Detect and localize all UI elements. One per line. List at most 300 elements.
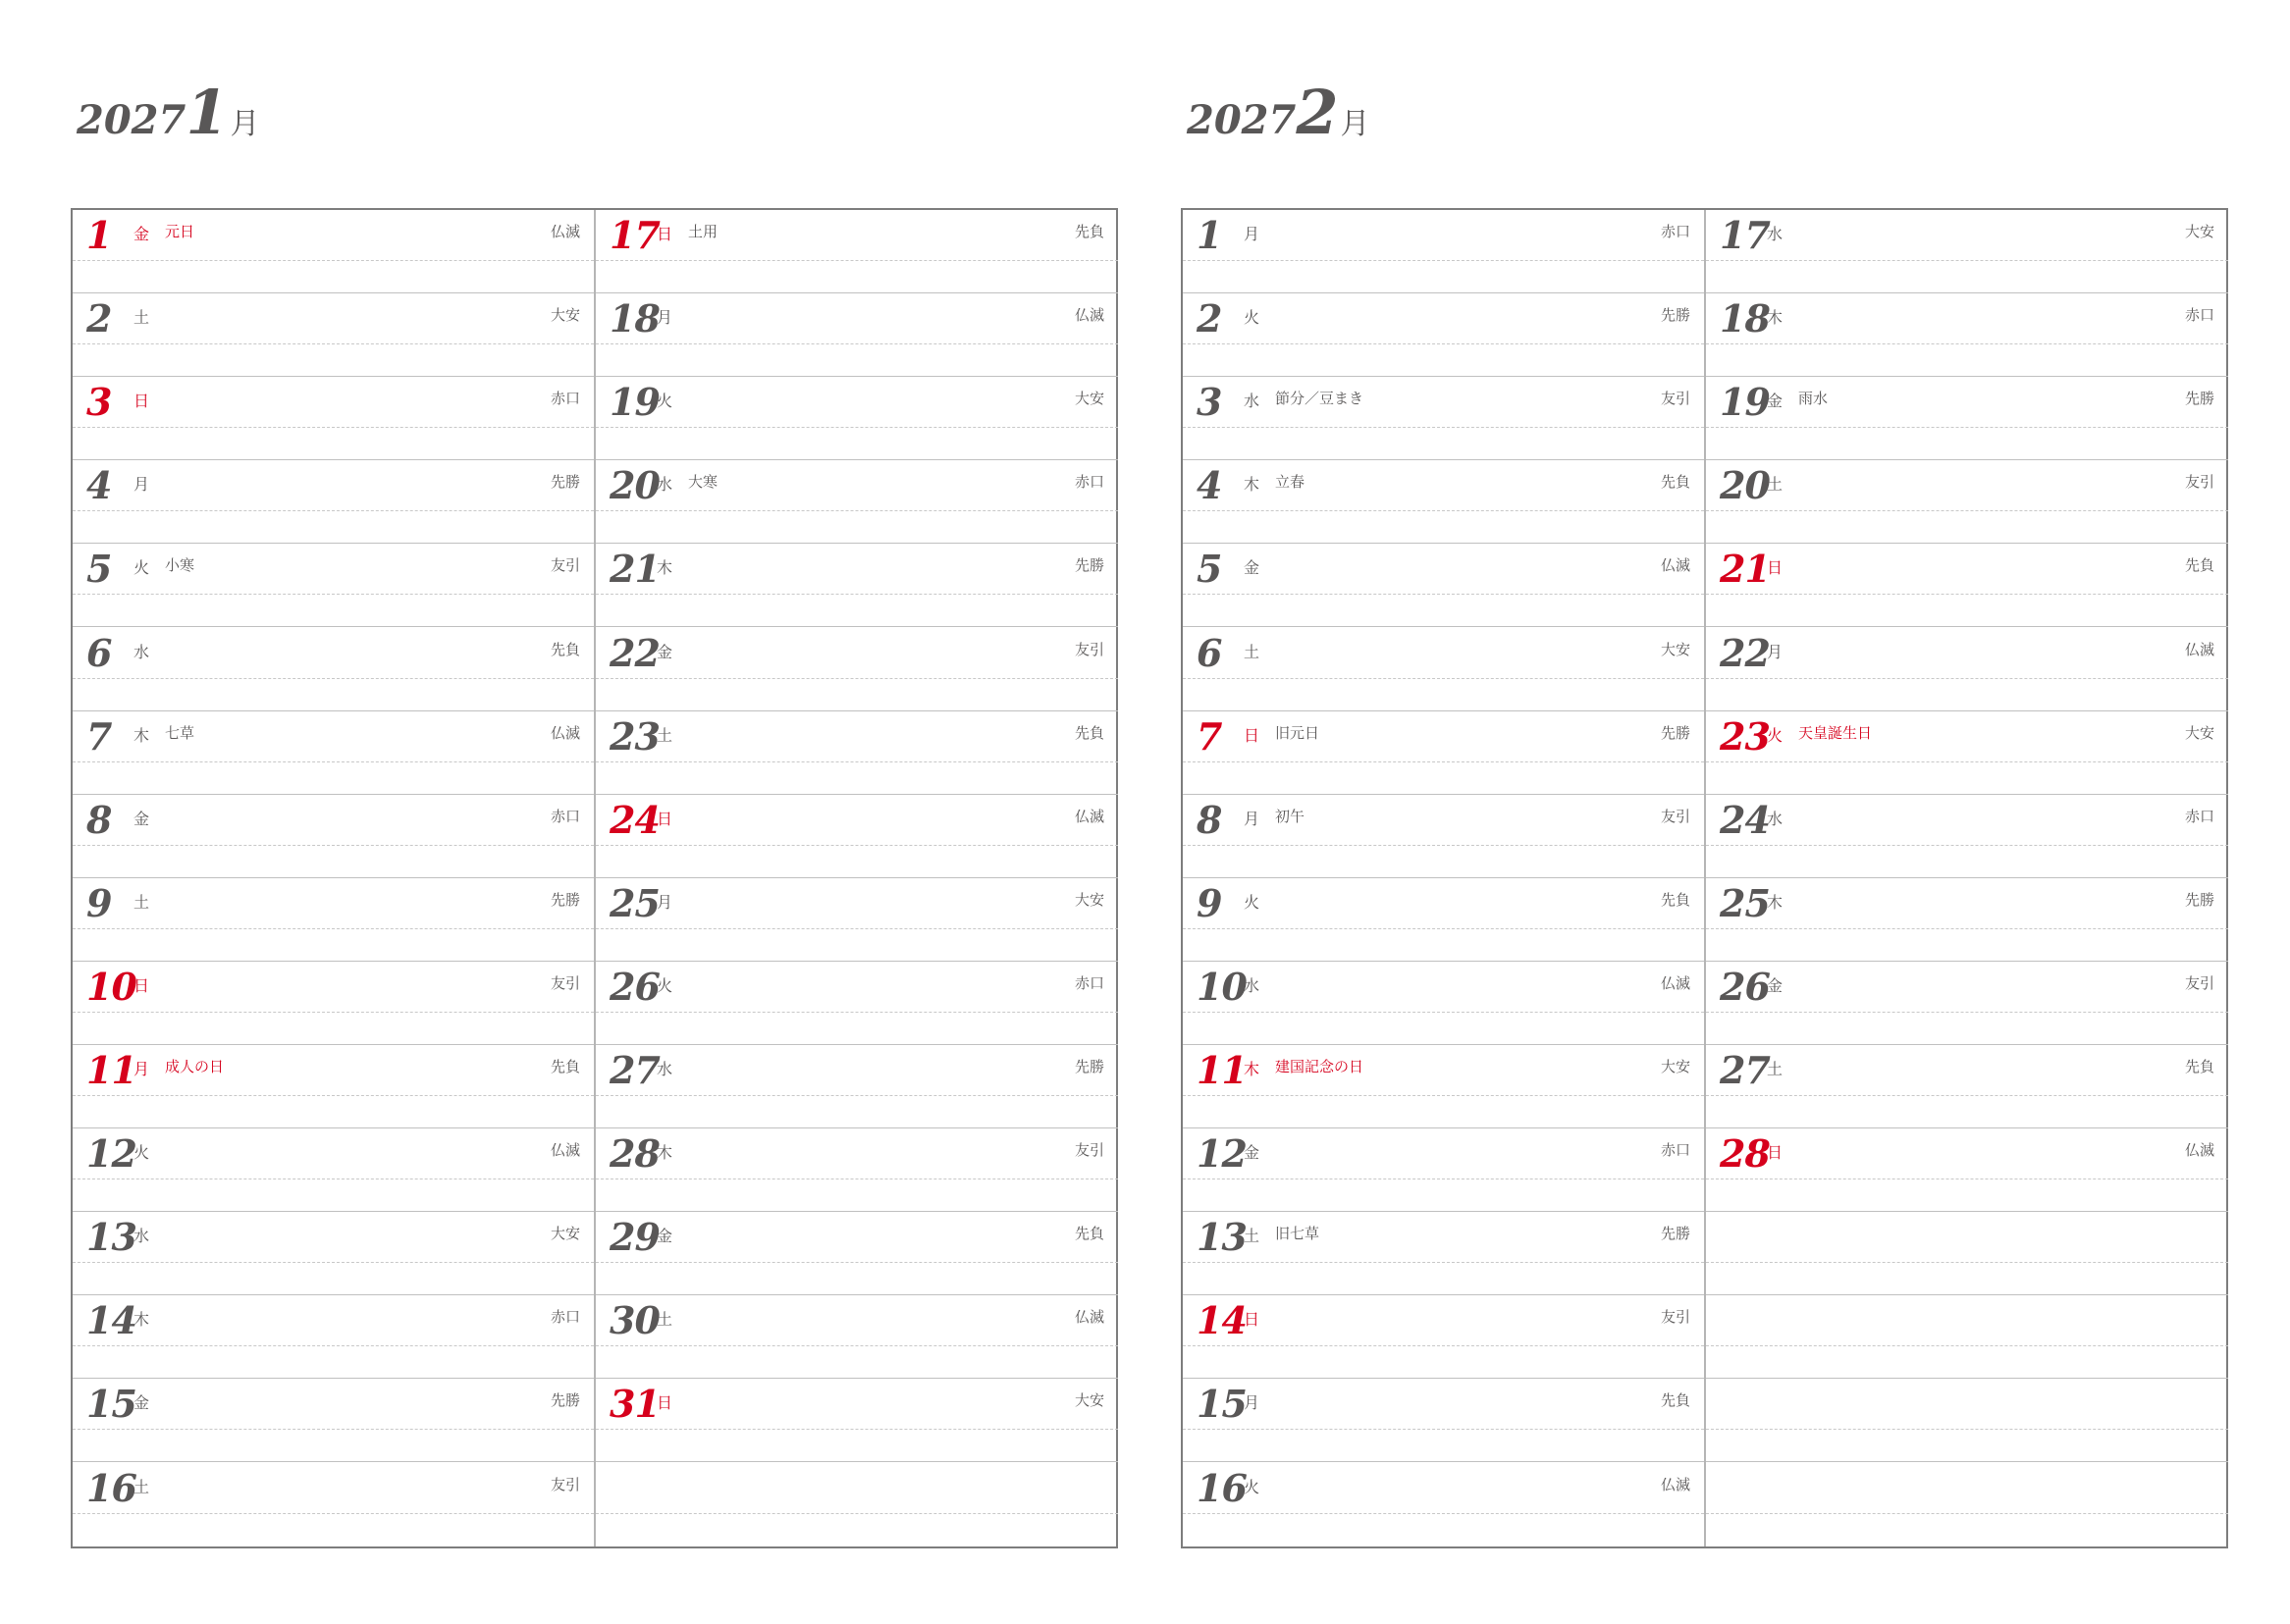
rokuyo-label: 赤口 (550, 807, 580, 825)
rokuyo-label: 大安 (550, 306, 580, 325)
rokuyo-label: 仏滅 (1660, 556, 1690, 575)
dashed-divider (1183, 260, 1704, 261)
day-number: 3 (1197, 380, 1222, 425)
rokuyo-label: 友引 (2184, 473, 2214, 492)
weekday: 月 (1767, 642, 1784, 661)
day-row (1706, 377, 2228, 460)
year-label: 2027 (1187, 97, 1297, 143)
day-row (1706, 962, 2228, 1045)
weekday: 日 (657, 225, 673, 243)
calendar-grid (1181, 208, 2228, 1548)
rokuyo-label: 仏滅 (2184, 1141, 2214, 1160)
day-number: 25 (1720, 880, 1770, 925)
day-number: 28 (610, 1131, 660, 1177)
day-row (596, 628, 1118, 711)
day-row (596, 795, 1118, 878)
rokuyo-label: 友引 (1660, 390, 1690, 408)
dashed-divider (73, 1429, 594, 1430)
day-row (1706, 1128, 2228, 1212)
weekday: 月 (657, 892, 673, 912)
day-row (596, 1463, 1118, 1546)
day-row (596, 377, 1118, 460)
month-suffix: 月 (230, 107, 260, 141)
weekday: 金 (1767, 975, 1784, 995)
rokuyo-label: 仏滅 (550, 1141, 580, 1160)
day-number: 20 (1720, 463, 1770, 508)
weekday: 木 (133, 1310, 150, 1330)
day-number: 5 (1197, 547, 1222, 592)
day-row (73, 1128, 594, 1212)
day-row (1183, 878, 1704, 962)
weekday: 金 (657, 642, 673, 661)
dashed-divider (596, 1429, 1118, 1430)
rokuyo-label: 友引 (1074, 1141, 1104, 1160)
day-row (596, 544, 1118, 627)
rokuyo-label: 友引 (1074, 640, 1104, 658)
rokuyo-label: 仏滅 (1074, 306, 1104, 325)
day-row (596, 962, 1118, 1045)
day-number: 10 (1197, 964, 1247, 1009)
day-number: 16 (1197, 1465, 1247, 1510)
dashed-divider (1706, 928, 2228, 929)
day-number: 2 (1197, 296, 1222, 341)
day-number: 26 (610, 964, 660, 1009)
rokuyo-label: 赤口 (550, 1308, 580, 1327)
dashed-divider (1706, 260, 2228, 261)
weekday: 水 (657, 475, 673, 495)
dashed-divider (73, 678, 594, 679)
day-row (73, 377, 594, 460)
day-number: 7 (86, 713, 112, 759)
month-january (71, 0, 1118, 1624)
day-row (1706, 460, 2228, 544)
dashed-divider (1706, 343, 2228, 344)
day-number: 11 (1197, 1048, 1247, 1092)
dashed-divider (596, 427, 1118, 428)
day-number: 13 (86, 1215, 136, 1260)
weekday: 水 (1244, 392, 1260, 411)
dashed-divider (596, 1095, 1118, 1096)
day-number: 21 (610, 547, 660, 592)
weekday: 木 (1767, 308, 1784, 328)
year-label: 2027 (77, 97, 186, 143)
column-1 (1183, 210, 1704, 1546)
dashed-divider (1183, 678, 1704, 679)
weekday: 水 (1767, 225, 1784, 243)
day-row (1183, 210, 1704, 293)
day-row (1706, 1045, 2228, 1128)
weekday: 火 (657, 392, 673, 411)
dashed-divider (596, 928, 1118, 929)
rokuyo-label: 先負 (1660, 1391, 1690, 1410)
day-row (596, 210, 1118, 293)
dashed-divider (1183, 1345, 1704, 1346)
rokuyo-label: 先勝 (550, 890, 580, 909)
rokuyo-label: 赤口 (1660, 223, 1690, 240)
weekday: 土 (1767, 475, 1784, 495)
dashed-divider (73, 594, 594, 595)
day-row (73, 878, 594, 962)
weekday: 金 (133, 1393, 150, 1413)
weekday: 月 (1244, 1393, 1260, 1413)
weekday: 日 (1244, 1310, 1260, 1330)
dashed-divider (73, 1095, 594, 1096)
dashed-divider (73, 1012, 594, 1013)
day-number: 26 (1720, 964, 1770, 1009)
day-row (596, 1045, 1118, 1128)
dashed-divider (1706, 761, 2228, 762)
dashed-divider (1706, 1262, 2228, 1263)
day-row (73, 1463, 594, 1546)
weekday: 土 (133, 308, 150, 328)
rokuyo-label: 大安 (1660, 1058, 1690, 1075)
rokuyo-label: 先負 (1074, 1225, 1104, 1243)
day-row (1183, 1128, 1704, 1212)
day-row (1183, 795, 1704, 878)
day-number: 28 (1720, 1131, 1770, 1177)
day-number: 27 (1720, 1048, 1770, 1092)
weekday: 木 (657, 1143, 673, 1163)
weekday: 火 (1244, 892, 1260, 912)
day-number: 8 (86, 797, 112, 842)
rokuyo-label: 先勝 (1660, 723, 1690, 742)
day-row (73, 210, 594, 293)
day-row (1706, 878, 2228, 962)
day-row (73, 962, 594, 1045)
day-number: 12 (86, 1131, 136, 1177)
day-number: 17 (610, 213, 660, 257)
event-label: 土用 (688, 223, 719, 240)
weekday: 土 (1767, 1060, 1784, 1078)
day-number: 15 (86, 1382, 136, 1427)
dashed-divider (1183, 594, 1704, 595)
weekday: 水 (133, 1227, 150, 1246)
rokuyo-label: 赤口 (1074, 473, 1104, 492)
dashed-divider (596, 761, 1118, 762)
day-row (1706, 544, 2228, 627)
rokuyo-label: 大安 (2184, 723, 2214, 742)
rokuyo-label: 友引 (2184, 973, 2214, 992)
rokuyo-label: 先勝 (1074, 1058, 1104, 1075)
rokuyo-label: 友引 (1660, 1308, 1690, 1327)
dashed-divider (596, 678, 1118, 679)
weekday: 日 (1767, 558, 1784, 578)
day-number: 6 (1197, 630, 1222, 675)
day-number: 4 (86, 463, 112, 508)
dashed-divider (1706, 1513, 2228, 1514)
weekday: 日 (133, 975, 150, 995)
weekday: 月 (133, 475, 150, 495)
day-row (1183, 293, 1704, 377)
weekday: 金 (1244, 558, 1260, 578)
rokuyo-label: 大安 (1074, 390, 1104, 408)
event-label: 天皇誕生日 (1798, 723, 1873, 742)
month-number: 2 (1296, 77, 1339, 148)
day-number: 6 (86, 630, 112, 675)
dashed-divider (1183, 845, 1704, 846)
day-row (1706, 711, 2228, 795)
day-row (596, 711, 1118, 795)
weekday: 木 (133, 725, 150, 745)
day-number: 7 (1197, 713, 1222, 759)
day-number: 8 (1197, 797, 1222, 842)
event-label: 初午 (1275, 807, 1305, 825)
weekday: 火 (1244, 1477, 1260, 1496)
day-number: 23 (610, 713, 660, 759)
weekday: 火 (1244, 308, 1260, 328)
day-row (1183, 1463, 1704, 1546)
dashed-divider (73, 761, 594, 762)
day-number: 21 (1720, 547, 1770, 592)
rokuyo-label: 先勝 (550, 1391, 580, 1410)
weekday: 土 (1244, 1227, 1260, 1246)
weekday: 火 (133, 558, 150, 578)
dashed-divider (596, 594, 1118, 595)
dashed-divider (596, 1345, 1118, 1346)
rokuyo-label: 赤口 (1074, 973, 1104, 992)
day-row (73, 795, 594, 878)
rokuyo-label: 友引 (1660, 807, 1690, 825)
month-suffix: 月 (1340, 107, 1370, 141)
day-number: 24 (1720, 797, 1770, 842)
weekday: 月 (133, 1060, 150, 1078)
column-1 (73, 210, 594, 1546)
rokuyo-label: 先負 (2184, 1058, 2214, 1075)
day-row (73, 544, 594, 627)
day-number: 27 (610, 1048, 660, 1092)
dashed-divider (1183, 1262, 1704, 1263)
day-row (73, 1295, 594, 1379)
dashed-divider (73, 845, 594, 846)
day-row (596, 1379, 1118, 1462)
day-row (1183, 1379, 1704, 1462)
day-row (596, 1128, 1118, 1212)
day-row (1183, 1045, 1704, 1128)
weekday: 火 (133, 1143, 150, 1163)
day-row (596, 1295, 1118, 1379)
calendar-grid (71, 208, 1118, 1548)
weekday: 火 (657, 975, 673, 995)
weekday: 月 (1244, 809, 1260, 828)
dashed-divider (1706, 1345, 2228, 1346)
weekday: 金 (1244, 1143, 1260, 1163)
day-row (73, 293, 594, 377)
day-number: 20 (610, 463, 660, 508)
day-row (1183, 544, 1704, 627)
rokuyo-label: 先負 (2184, 556, 2214, 575)
event-label: 雨水 (1798, 390, 1829, 408)
day-row (596, 293, 1118, 377)
dashed-divider (1706, 510, 2228, 511)
day-row (73, 628, 594, 711)
rokuyo-label: 友引 (550, 1475, 580, 1493)
dashed-divider (1706, 1012, 2228, 1013)
dashed-divider (73, 510, 594, 511)
rokuyo-label: 先勝 (1660, 1225, 1690, 1243)
dashed-divider (596, 1012, 1118, 1013)
day-number: 14 (1197, 1298, 1247, 1343)
day-number: 19 (1720, 380, 1770, 425)
day-row (1183, 460, 1704, 544)
day-number: 16 (86, 1465, 136, 1510)
rokuyo-label: 先勝 (2184, 890, 2214, 909)
weekday: 日 (133, 392, 150, 411)
dashed-divider (596, 343, 1118, 344)
weekday: 金 (133, 225, 150, 243)
day-row (1706, 210, 2228, 293)
weekday: 水 (133, 642, 150, 661)
month-number: 1 (186, 77, 229, 148)
weekday: 金 (133, 809, 150, 828)
day-row (1706, 293, 2228, 377)
day-number: 13 (1197, 1215, 1247, 1260)
day-number: 9 (86, 880, 112, 925)
dashed-divider (596, 845, 1118, 846)
event-label: 成人の日 (165, 1058, 225, 1075)
dashed-divider (1183, 761, 1704, 762)
weekday: 木 (657, 558, 673, 578)
day-number: 22 (610, 630, 660, 675)
day-row (73, 711, 594, 795)
rokuyo-label: 仏滅 (1660, 973, 1690, 992)
weekday: 水 (1767, 809, 1784, 828)
month-title (1187, 77, 1370, 148)
rokuyo-label: 大安 (1074, 890, 1104, 909)
day-number: 18 (610, 296, 660, 341)
dashed-divider (1706, 845, 2228, 846)
day-number: 1 (1197, 213, 1222, 257)
weekday: 火 (1767, 725, 1784, 745)
rokuyo-label: 赤口 (550, 390, 580, 408)
rokuyo-label: 友引 (550, 556, 580, 575)
day-row (1183, 962, 1704, 1045)
dashed-divider (1706, 427, 2228, 428)
dashed-divider (1706, 594, 2228, 595)
day-number: 25 (610, 880, 660, 925)
event-label: 元日 (165, 223, 195, 240)
rokuyo-label: 仏滅 (1660, 1475, 1690, 1493)
rokuyo-label: 先負 (1074, 223, 1104, 240)
day-row (1183, 628, 1704, 711)
day-number: 3 (86, 380, 112, 425)
weekday: 金 (657, 1227, 673, 1246)
rokuyo-label: 先負 (550, 1058, 580, 1075)
day-row (1183, 711, 1704, 795)
column-2 (594, 210, 1118, 1546)
rokuyo-label: 友引 (550, 973, 580, 992)
day-row (596, 460, 1118, 544)
day-row (596, 878, 1118, 962)
month-title (77, 77, 260, 148)
day-row (596, 1212, 1118, 1295)
rokuyo-label: 先負 (1074, 723, 1104, 742)
day-number: 18 (1720, 296, 1770, 341)
day-row (1706, 795, 2228, 878)
day-row (1183, 1295, 1704, 1379)
dashed-divider (73, 928, 594, 929)
day-number: 1 (86, 213, 112, 257)
dashed-divider (596, 510, 1118, 511)
dashed-divider (1183, 1012, 1704, 1013)
rokuyo-label: 先勝 (550, 473, 580, 492)
weekday: 水 (657, 1060, 673, 1078)
dashed-divider (1183, 928, 1704, 929)
day-number: 15 (1197, 1382, 1247, 1427)
dashed-divider (596, 260, 1118, 261)
day-number: 22 (1720, 630, 1770, 675)
day-number: 30 (610, 1298, 660, 1343)
weekday: 土 (133, 892, 150, 912)
rokuyo-label: 大安 (2184, 223, 2214, 240)
rokuyo-label: 仏滅 (550, 223, 580, 240)
dashed-divider (1183, 343, 1704, 344)
rokuyo-label: 先勝 (1074, 556, 1104, 575)
dashed-divider (1183, 1513, 1704, 1514)
event-label: 旧元日 (1275, 723, 1320, 742)
rokuyo-label: 大安 (550, 1225, 580, 1243)
rokuyo-label: 先負 (550, 640, 580, 658)
day-row (1706, 1463, 2228, 1546)
rokuyo-label: 先勝 (2184, 390, 2214, 408)
day-row (1183, 1212, 1704, 1295)
rokuyo-label: 大安 (1660, 640, 1690, 658)
rokuyo-label: 先勝 (1660, 306, 1690, 325)
dashed-divider (1183, 510, 1704, 511)
event-label: 旧七草 (1275, 1225, 1320, 1243)
weekday: 土 (1244, 642, 1260, 661)
event-label: 立春 (1275, 473, 1305, 492)
weekday: 土 (133, 1477, 150, 1496)
rokuyo-label: 仏滅 (2184, 640, 2214, 658)
dashed-divider (1183, 427, 1704, 428)
weekday: 木 (1244, 1060, 1260, 1078)
day-row (1706, 1295, 2228, 1379)
weekday: 木 (1244, 475, 1260, 495)
dashed-divider (1706, 1095, 2228, 1096)
weekday: 月 (1244, 225, 1260, 243)
rokuyo-label: 赤口 (2184, 807, 2214, 825)
event-label: 小寒 (165, 556, 195, 575)
event-label: 節分／豆まき (1275, 390, 1364, 408)
dashed-divider (1706, 678, 2228, 679)
dashed-divider (596, 1513, 1118, 1514)
day-number: 5 (86, 547, 112, 592)
weekday: 水 (1244, 975, 1260, 995)
day-number: 12 (1197, 1131, 1247, 1177)
day-number: 24 (610, 797, 660, 842)
dashed-divider (73, 427, 594, 428)
day-row (1706, 1379, 2228, 1462)
day-row (1706, 1212, 2228, 1295)
day-number: 10 (86, 964, 136, 1009)
rokuyo-label: 仏滅 (1074, 807, 1104, 825)
weekday: 木 (1767, 892, 1784, 912)
dashed-divider (73, 1345, 594, 1346)
day-number: 9 (1197, 880, 1222, 925)
rokuyo-label: 赤口 (1660, 1141, 1690, 1160)
weekday: 金 (1767, 392, 1784, 411)
weekday: 日 (1244, 725, 1260, 745)
day-number: 19 (610, 380, 660, 425)
dashed-divider (1183, 1095, 1704, 1096)
day-number: 31 (610, 1382, 660, 1427)
event-label: 七草 (165, 723, 195, 742)
day-row (73, 1379, 594, 1462)
rokuyo-label: 仏滅 (550, 723, 580, 742)
day-number: 2 (86, 296, 112, 341)
rokuyo-label: 赤口 (2184, 306, 2214, 325)
weekday: 土 (657, 1310, 673, 1330)
